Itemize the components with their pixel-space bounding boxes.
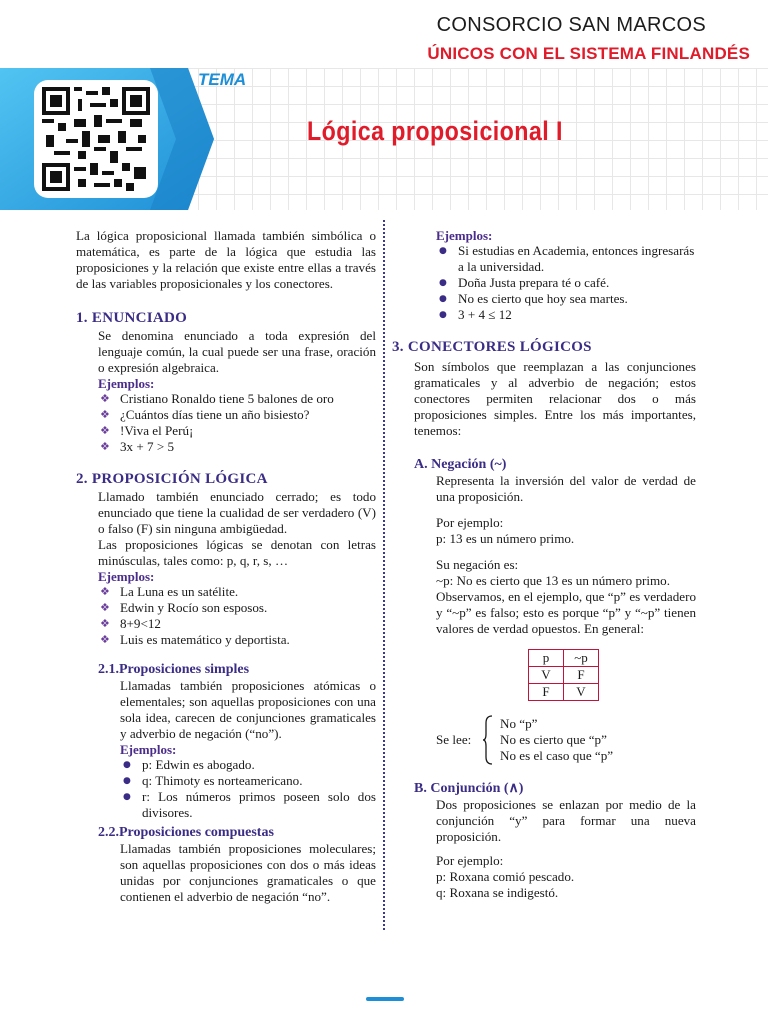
section-2-examples [98,584,376,648]
section-a-heading: A. Negación (~) [414,457,507,472]
section-1-examples [98,391,376,455]
table-cell: ~p [564,650,599,667]
section-b-example-p: p: Roxana comió pescado. [436,869,575,884]
readings-list [500,716,613,764]
section-2-examples-label: Ejemplos: [98,569,155,584]
list-item: ● r: Los números primos poseen solo dos divisores. [120,789,376,821]
right-examples [436,243,696,323]
section-2-2-text: Llamadas también proposiciones moleculares; son aquellas proposiciones con dos o más ideas unidas por conjunciones gramaticales o que contienen el adverbio de negación “no”. [120,841,376,904]
list-item: ❖ 3x + 7 > 5 [98,439,376,455]
section-a-text-2: Observamos, en el ejemplo, que “p” es verdadero y “~p” es falso; esto es porque “p” y “~p” tienen valores de verdad opuestos. En general: [436,589,696,636]
section-b-example-q: q: Roxana se indigestó. [436,885,559,900]
section-a-negation-text: ~p: No es cierto que 13 es un número primo. [436,573,670,588]
list-item: ❖ La Luna es un satélite. [98,584,376,600]
section-b-body [414,797,696,901]
table-row [529,650,599,667]
table-cell: V [564,684,599,701]
column-divider [383,220,385,930]
section-2-1-examples-label: Ejemplos: [120,742,177,757]
list-item: ❖ Edwin y Rocío son esposos. [98,600,376,616]
readings-block [436,715,696,765]
intro-paragraph: La lógica proposicional llamada también simbólica o matemática, es parte de la lógica que estudia las proposiciones y la relación que existe entre ellas a través de las variables proposicionales y los conectores. [76,228,376,291]
reading-item: No es el caso que “p” [500,748,614,763]
section-2-text-2: Las proposiciones lógicas se denotan con letras minúsculas, tales como: p, q, r, s, … [98,537,376,568]
section-2-1-heading: 2.1.Proposiciones simples [98,662,250,677]
list-item: ❖ 8+9<12 [98,616,376,632]
list-item: ● p: Edwin es abogado. [120,757,376,773]
section-b-example-label: Por ejemplo: [436,853,504,868]
list-item: ● Doña Justa prepara té o café. [436,275,696,291]
list-item: ❖ ¿Cuántos días tiene un año bisiesto? [98,407,376,423]
section-a-text-1: Representa la inversión del valor de verdad de una proposición. [436,473,696,504]
brand-name: CONSORCIO SAN MARCOS [436,14,706,36]
section-b-text: Dos proposiciones se enlazan por medio de la conjunción “y” para formar una nueva proposición. [436,797,696,844]
reading-item: No es cierto que “p” [500,732,607,747]
table-row [529,667,599,684]
list-item: ● q: Thimoty es norteamericano. [120,773,376,789]
negation-truth-table [528,649,599,701]
list-item: ● No es cierto que hoy sea martes. [436,291,696,307]
section-2-body [76,489,376,905]
table-cell: F [529,684,564,701]
section-1-heading: 1. ENUNCIADO [76,310,188,326]
section-2-2-body [98,841,376,905]
right-examples-label: Ejemplos: [436,228,493,243]
section-1-examples-label: Ejemplos: [98,376,155,391]
right-examples-block [414,228,696,323]
list-item: ● 3 + 4 ≤ 12 [436,307,696,323]
section-2-text-1: Llamado también enunciado cerrado; es todo enunciado que tiene la cualidad de ser verdadero (V) o falso (F) sin ninguna ambigüedad. [98,489,376,536]
list-item: ❖ Luis es matemático y deportista. [98,632,376,648]
list-item: ● Si estudias en Academia, entonces ingresarás a la universidad. [436,243,696,275]
tema-label: TEMA [198,70,247,89]
table-cell: V [529,667,564,684]
section-3-heading: 3. CONECTORES LÓGICOS [392,339,592,355]
reading-item: No “p” [500,716,538,731]
right-column [392,228,696,901]
section-3-text: Son símbolos que reemplazan a las conjunciones gramaticales y al adverbio de negación; estos conectores permiten relacionar dos o más proposiciones simples. Entre los más importantes, tenemos: [414,359,696,438]
brace-icon [482,715,494,765]
left-column [76,228,376,905]
section-a-body [414,473,696,765]
table-row [529,684,599,701]
table-cell: p [529,650,564,667]
page-marker [366,997,404,1001]
section-a-negation-label: Su negación es: [436,557,519,572]
list-item: ❖ !Viva el Perú¡ [98,423,376,439]
se-lee-label: Se lee: [436,732,472,747]
section-b-heading: B. Conjunción (∧) [414,781,524,796]
section-2-1-body [98,678,376,821]
section-a-example-p: p: 13 es un número primo. [436,531,575,546]
table-cell: F [564,667,599,684]
section-2-2-heading: 2.2.Proposiciones compuestas [98,825,274,840]
section-2-1-text: Llamadas también proposiciones atómicas o elementales; son aquellas proposiciones con una sola idea, carecen de conjunciones gramaticales y adverbio de negación (“no”). [120,678,376,741]
qr-code[interactable] [34,80,158,198]
page-title: Lógica proposicional I [307,116,563,146]
list-item: ❖ Cristiano Ronaldo tiene 5 balones de oro [98,391,376,407]
section-a-example-label: Por ejemplo: [436,515,504,530]
section-2-1-examples [120,757,376,821]
section-1-text: Se denomina enunciado a toda expresión del lenguaje común, la cual puede ser una frase, oración o expresión algebraica. [98,328,376,375]
section-2-heading: 2. PROPOSICIÓN LÓGICA [76,471,268,487]
qr-code-icon [42,87,150,191]
brand-slogan: ÚNICOS CON EL SISTEMA FINLANDÉS [427,44,750,63]
section-1-body [76,328,376,455]
